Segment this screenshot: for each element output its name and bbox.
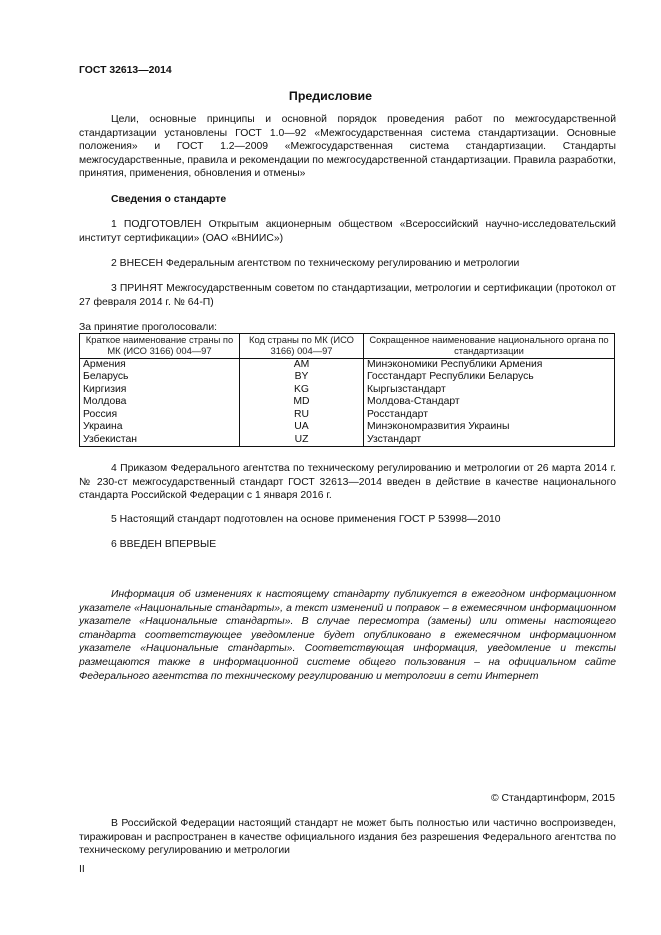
country-cell: Узбекистан xyxy=(80,434,240,447)
country-cell: Киргизия xyxy=(80,384,240,397)
body-cell: Минэкономразвития Украины xyxy=(367,421,510,433)
code-cell: KG xyxy=(240,384,364,397)
table-row xyxy=(80,396,615,409)
item-4: 4 Приказом Федерального агентства по техническому регулированию и метрологии от 26 марта 2014 г. № 230-ст межгосударственный стандарт ГОСТ 32613—2014 введен в действие в качестве национального стандарта Российской Федерации с 1 января 2016 г. xyxy=(79,463,616,502)
vote-label: За принятие проголосовали: xyxy=(79,322,218,333)
item-6: 6 ВВЕДЕН ВПЕРВЫЕ xyxy=(111,539,217,550)
body-cell: Минэкономики Республики Армения xyxy=(367,358,543,370)
column-header: Сокращенное наименование национального органа по стандартизации xyxy=(364,334,615,359)
intro-paragraph: Цели, основные принципы и основной порядок проведения работ по межгосударственной стандартизации установлены ГОСТ 1.0—92 «Межгосударственная система стандартизации. Основные положения» и ГОСТ 1.2—2009 «Межгосударственная система стандартизации. Стандарты межгосударственные, правила и рекомендации по межгосударственной стандартизации. Правила разработки, принятия, применения, обновления и отмены» xyxy=(79,114,616,180)
item-5: 5 Настоящий стандарт подготовлен на основе применения ГОСТ Р 53998—2010 xyxy=(111,514,501,525)
code-cell: MD xyxy=(240,396,364,409)
table-row xyxy=(80,384,615,397)
item-1: 1 ПОДГОТОВЛЕН Открытым акционерным обществом «Всероссийский научно-исследовательский институт сертификации» (ОАО «ВНИИС») xyxy=(79,219,616,244)
body-cell: Молдова-Стандарт xyxy=(367,396,460,408)
column-header: Код страны по МК (ИСО 3166) 004—97 xyxy=(240,334,364,359)
table-header-row xyxy=(80,334,615,359)
body-cell: Росстандарт xyxy=(367,408,428,420)
table-row xyxy=(80,409,615,422)
document-header: ГОСТ 32613—2014 xyxy=(79,65,172,76)
code-cell: RU xyxy=(240,409,364,422)
country-cell: Армения xyxy=(80,358,240,371)
code-cell: AM xyxy=(240,358,364,371)
code-cell: BY xyxy=(240,371,364,384)
table-row xyxy=(80,371,615,384)
body-cell: Госстандарт Республики Беларусь xyxy=(367,371,534,383)
copyright: © Стандартинформ, 2015 xyxy=(490,793,615,804)
code-cell: UZ xyxy=(240,434,364,447)
country-cell: Россия xyxy=(80,409,240,422)
votes-table xyxy=(79,333,615,447)
info-paragraph: Информация об изменениях к настоящему стандарту публикуется в ежегодном информационном указателе «Национальные стандарты», а текст изменений и поправок – в ежемесячном информационном указателе «Национальные стандарты». В случае пересмотра (замены) или отмены настоящего стандарта соответствующее уведомление будет опубликовано в ежемесячном информационном указателе «Национальные стандарты». Соответствующая информация, уведомление и тексты размещаются также в информационной системе общего пользования – на официальном сайте Федерального агентства по техническому регулированию и метрологии в сети Интернет xyxy=(79,589,616,682)
page-number: II xyxy=(79,864,85,875)
country-cell: Украина xyxy=(80,421,240,434)
code-cell: UA xyxy=(240,421,364,434)
item-3: 3 ПРИНЯТ Межгосударственным советом по стандартизации, метрологии и сертификации (протокол от 27 февраля 2014 г. № 64-П) xyxy=(79,283,616,308)
table-row xyxy=(80,358,615,371)
country-cell: Беларусь xyxy=(80,371,240,384)
table-row xyxy=(80,421,615,434)
column-header: Краткое наименование страны по МК (ИСО 3166) 004—97 xyxy=(80,334,240,359)
page-title: Предисловие xyxy=(288,89,373,103)
reproduction-notice: В Российской Федерации настоящий стандарт не может быть полностью или частично воспроизведен, тиражирован и распространен в качестве официального издания без разрешения Федерального агентства по техническому регулированию и метрологии xyxy=(79,818,616,857)
body-cell: Кыргызстандарт xyxy=(367,383,446,395)
section-subheading: Сведения о стандарте xyxy=(111,194,227,205)
country-cell: Молдова xyxy=(80,396,240,409)
item-2: 2 ВНЕСЕН Федеральным агентством по техническому регулированию и метрологии xyxy=(111,258,520,269)
body-cell: Узстандарт xyxy=(367,433,422,445)
table-row xyxy=(80,434,615,447)
